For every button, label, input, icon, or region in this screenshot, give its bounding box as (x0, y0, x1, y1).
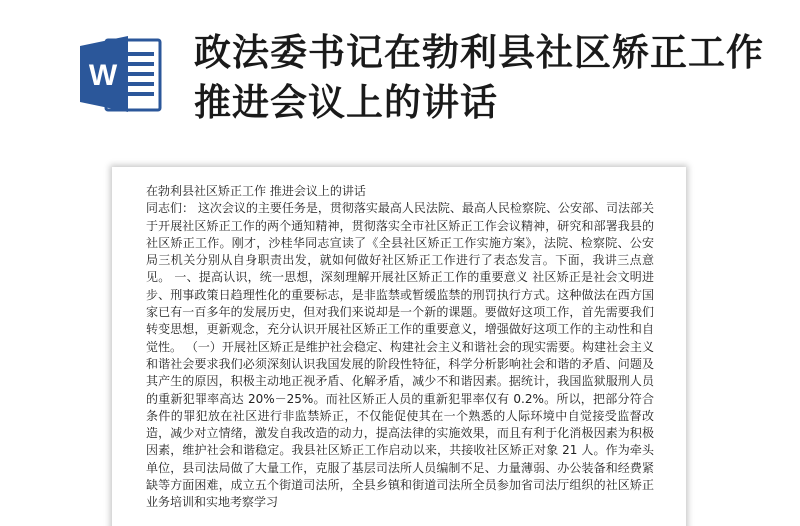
document-heading: 在勃利县社区矫正工作 推进会议上的讲话 (146, 184, 366, 198)
word-icon-letter: W (88, 59, 118, 92)
word-doc-icon (76, 30, 164, 118)
document-title: 政法委书记在勃利县社区矫正工作推进会议上的讲话 (194, 31, 764, 124)
document-body-text: 同志们： 这次会议的主要任务是，贯彻落实最高人民法院、最高人民检察院、公安部、司法部关于开展社区矫正工作的两个通知精神，贯彻落实全市社区矫正工作会议精神，研究和部署我县的社区矫正工作。刚才，沙桂华同志宣读了《全县社区矫正工作实施方案》，法院、检察院、公安局三机关分别从自身职责出发，就如何做好社区矫正工作进行了表态发言。下面，我讲三点意见。 一、提高认识，统一思想，深刻理解开展社区矫正工作的重要意义 社区矫正是社会文明进步、刑事政策日趋理性化的重要标志，是非监禁或暂缓监禁的刑罚执行方式。这种做法在西方国家已有一百多年的发展历史，但对我们来说却是一个新的课题。要做好这项工作，首先需要我们转变思想，更新观念，充分认识开展社区矫正工作的重要意义，增强做好这项工作的主动性和自觉性。 （一）开展社区矫正是维护社会稳定、构建社会主义和谐社会的现实需要。构建社会主义和谐社会要求我们必须深刻认识我国发展的阶段性特征，科学分析影响社会和谐的矛盾、问题及其产生的原因，积极主动地正视矛盾、化解矛盾，减少不和谐因素。据统计，我国监狱服刑人员的重新犯罪率高达 20%－25%。而社区矫正人员的重新犯罪率仅有 0.2%。所以，把部分符合条件的罪犯放在社区进行非监禁矫正，不仅能促使其在一个熟悉的人际环境中自觉接受监督改造，减少对立情绪，激发自我改造的动力，提高法律的实施效果，而且有利于化消极因素为积极因素，维护社会和谐稳定。我县社区矫正工作启动以来，共接收社区矫正对象 21 人。作为牵头单位，县司法局做了大量工作，克服了基层司法所人员编制不足、力量薄弱、办公装备和经费紧缺等方面困难，成立五个街道司法所，全县乡镇和街道司法所全员参加省司法厅组织的社区矫正业务培训和实地考察学习 (146, 201, 654, 510)
document-content (146, 183, 654, 512)
document-page-preview (112, 167, 686, 526)
